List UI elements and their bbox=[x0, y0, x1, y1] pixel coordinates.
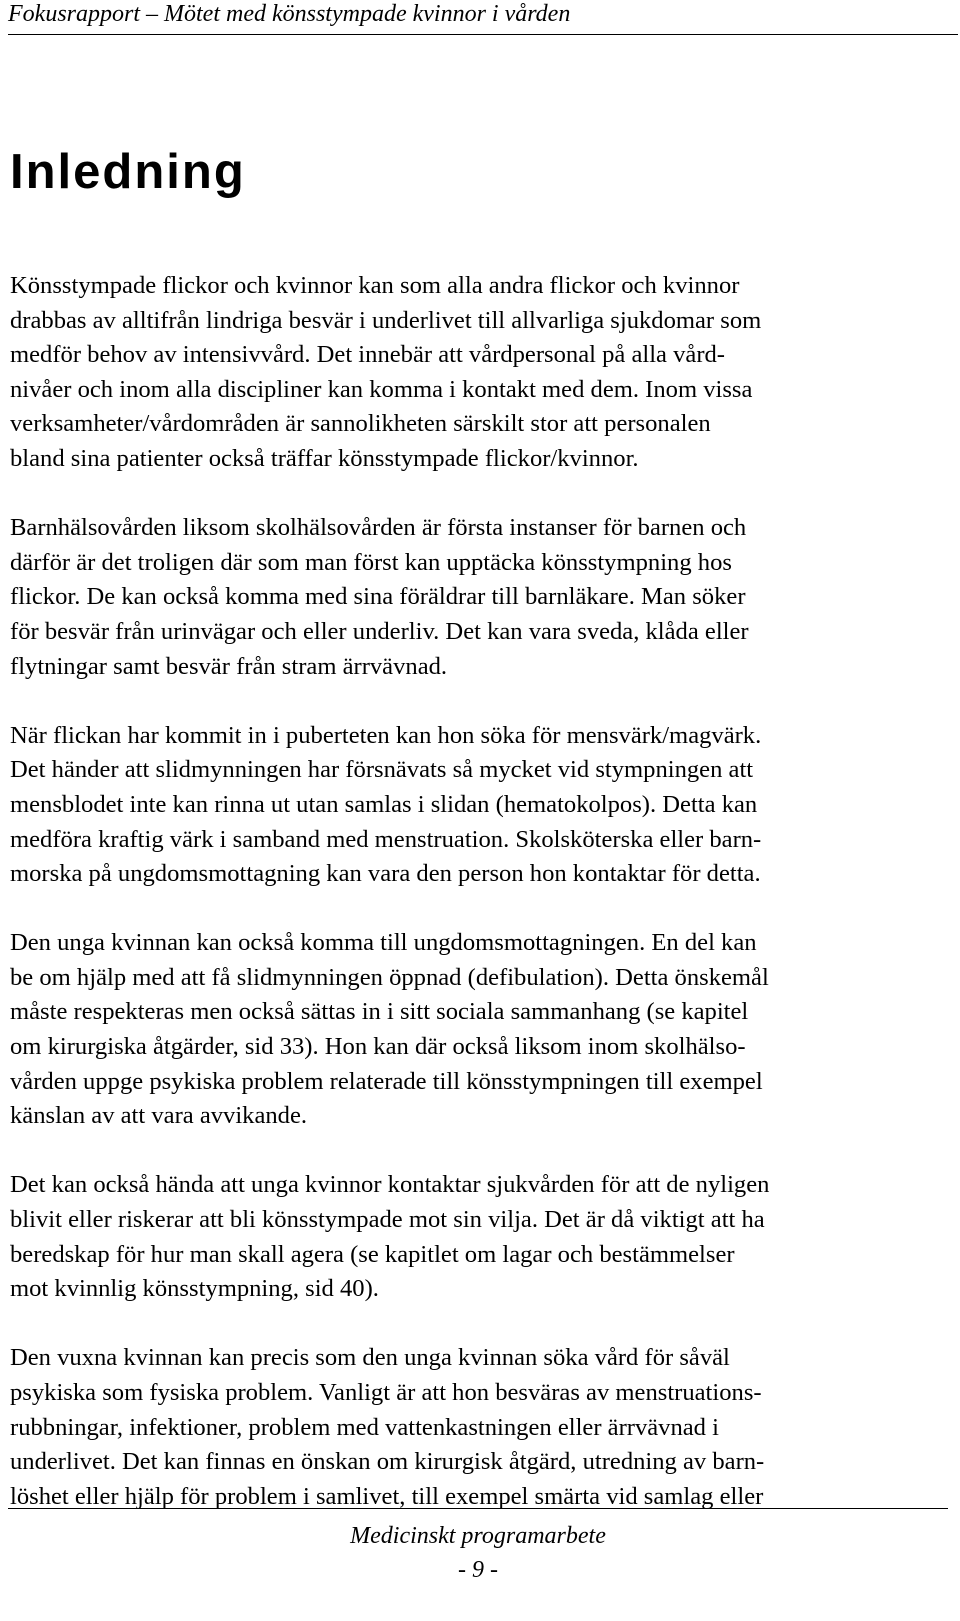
paragraph bbox=[10, 1341, 945, 1514]
footer-title: Medicinskt programarbete bbox=[350, 1523, 606, 1549]
body-text bbox=[10, 269, 945, 1549]
text-line: bland sina patienter också träffar könsstympade flickor/kvinnor. bbox=[10, 444, 639, 472]
paragraph bbox=[10, 719, 945, 892]
text-line: rubbningar, infektioner, problem med vattenkastningen eller ärrvävnad i bbox=[10, 1413, 719, 1441]
text-line: löshet eller hjälp för problem i samlivet, till exempel smärta vid samlag eller bbox=[10, 1482, 764, 1510]
text-line: verksamheter/vårdområden är sannolikheten särskilt stor att personalen bbox=[10, 410, 711, 438]
paragraph bbox=[10, 269, 945, 477]
header-title: Fokusrapport – Mötet med könsstympade kvinnor i vården bbox=[8, 1, 571, 27]
text-line: för besvär från urinvägar och eller underliv. Det kan vara sveda, klåda eller bbox=[10, 617, 749, 645]
text-line: därför är det troligen där som man först kan upptäcka könsstympning hos bbox=[10, 548, 732, 576]
text-line: vården uppge psykiska problem relaterade till könsstympningen till exempel bbox=[10, 1067, 763, 1095]
section-heading: Inledning bbox=[10, 145, 246, 199]
text-line: medföra kraftig värk i samband med menstruation. Skolsköterska eller barn- bbox=[10, 825, 762, 853]
page-number: - 9 - bbox=[458, 1557, 498, 1583]
text-line: morska på ungdomsmottagning kan vara den person hon kontaktar för detta. bbox=[10, 860, 761, 888]
text-line: nivåer och inom alla discipliner kan komma i kontakt med dem. Inom vissa bbox=[10, 375, 753, 403]
paragraph bbox=[10, 926, 945, 1134]
text-line: Den vuxna kvinnan kan precis som den unga kvinnan söka vård för såväl bbox=[10, 1344, 730, 1372]
text-line: be om hjälp med att få slidmynningen öppnad (defibulation). Detta önskemål bbox=[10, 963, 769, 991]
paragraph bbox=[10, 511, 945, 684]
text-line: mensblodet inte kan rinna ut utan samlas i slidan (hematokolpos). Detta kan bbox=[10, 790, 758, 818]
text-line: beredskap för hur man skall agera (se kapitlet om lagar och bestämmelser bbox=[10, 1240, 735, 1268]
text-line: psykiska som fysiska problem. Vanligt är att hon besväras av menstruations- bbox=[10, 1379, 762, 1406]
page-footer bbox=[8, 1508, 948, 1585]
page-header bbox=[8, 0, 958, 35]
text-line: Den unga kvinnan kan också komma till ungdomsmottagningen. En del kan bbox=[10, 929, 757, 957]
paragraph bbox=[10, 1168, 945, 1306]
text-line: drabbas av alltifrån lindriga besvär i underlivet till allvarliga sjukdomar som bbox=[10, 306, 762, 334]
text-line: Det kan också hända att unga kvinnor kontaktar sjukvården för att de nyligen bbox=[10, 1171, 770, 1199]
text-line: känslan av att vara avvikande. bbox=[10, 1102, 308, 1130]
text-line: flytningar samt besvär från stram ärrvävnad. bbox=[10, 652, 448, 680]
text-line: blivit eller riskerar att bli könsstympade mot sin vilja. Det är då viktigt att ha bbox=[10, 1206, 765, 1234]
text-line: mot kvinnlig könsstympning, sid 40). bbox=[10, 1275, 379, 1303]
text-line: underlivet. Det kan finnas en önskan om kirurgisk åtgärd, utredning av barn- bbox=[10, 1448, 765, 1476]
text-line: Barnhälsovården liksom skolhälsovården är första instanser för barnen och bbox=[10, 514, 747, 542]
text-line: medför behov av intensivvård. Det innebär att vårdpersonal på alla vård- bbox=[10, 341, 725, 369]
text-line: flickor. De kan också komma med sina föräldrar till barnläkare. Man söker bbox=[10, 583, 746, 611]
text-line: När flickan har kommit in i puberteten kan hon söka för mensvärk/magvärk. bbox=[10, 721, 762, 749]
text-line: Könsstympade flickor och kvinnor kan som alla andra flickor och kvinnor bbox=[10, 272, 740, 299]
text-line: om kirurgiska åtgärder, sid 33). Hon kan där också liksom inom skolhälso- bbox=[10, 1033, 746, 1061]
text-line: Det händer att slidmynningen har försnävats så mycket vid stympningen att bbox=[10, 756, 754, 784]
text-line: måste respekteras men också sättas in i sitt sociala sammanhang (se kapitel bbox=[10, 998, 749, 1026]
